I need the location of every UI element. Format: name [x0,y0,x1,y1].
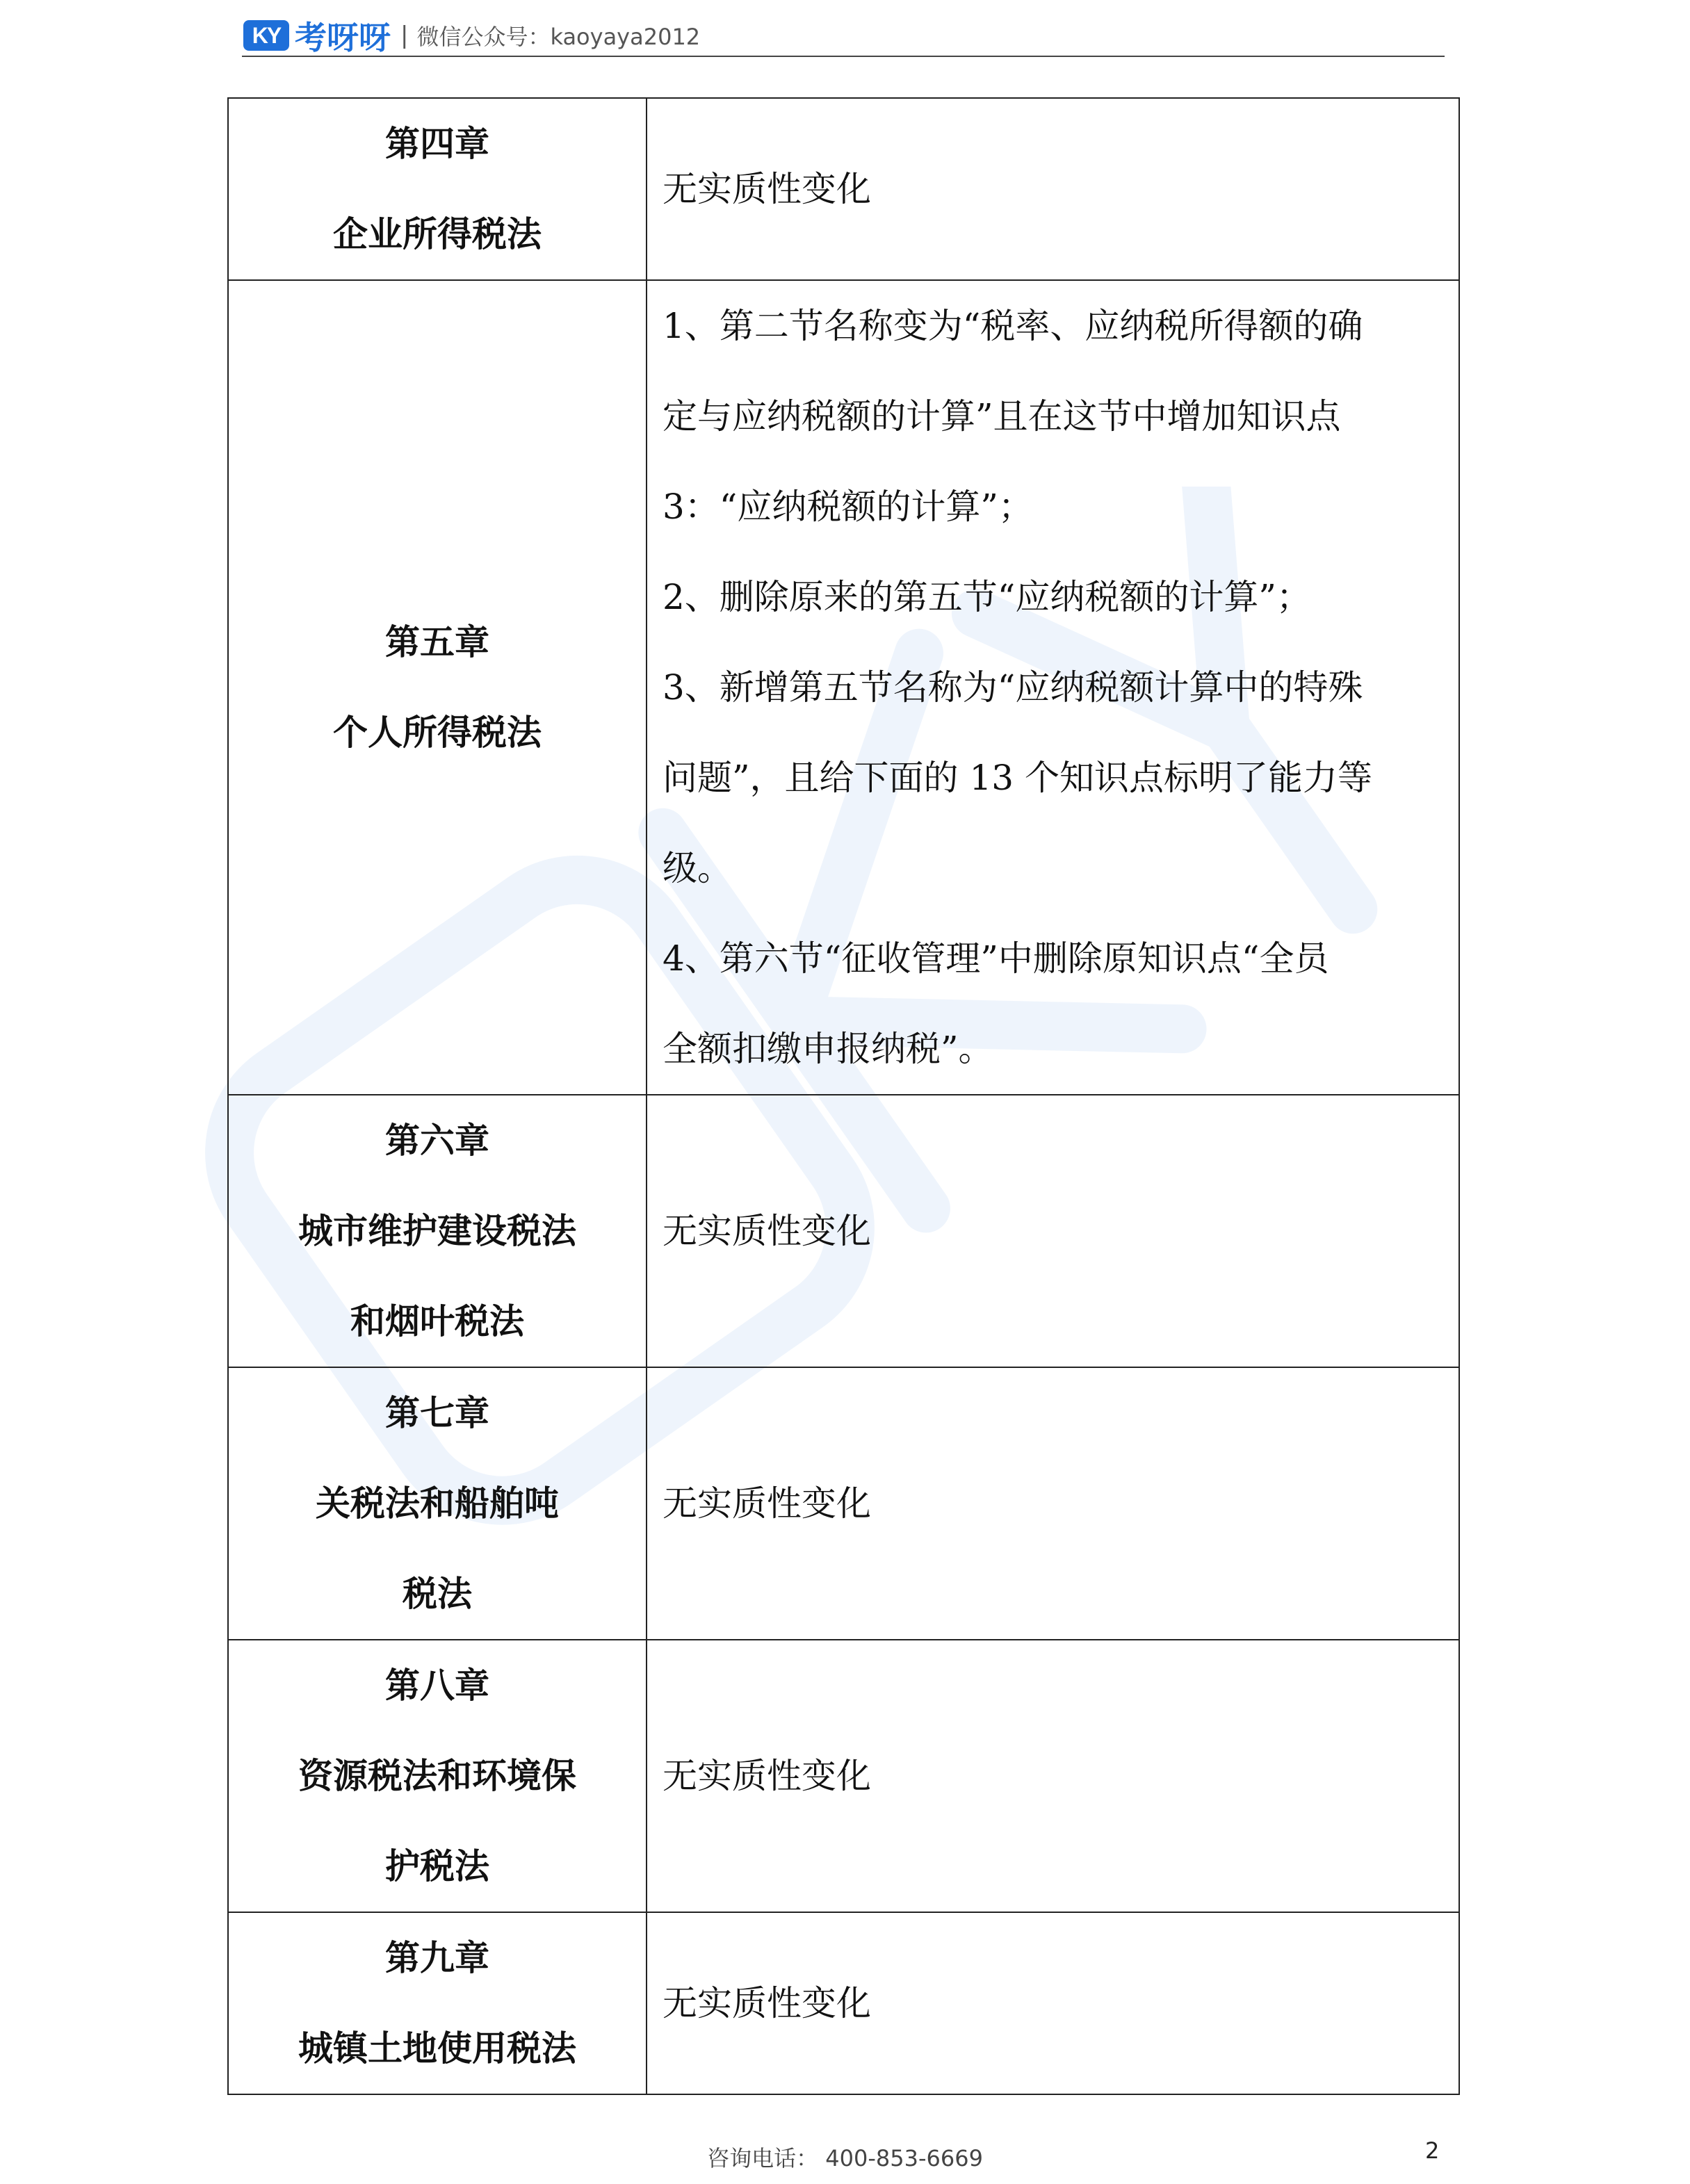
chapter-title: 和烟叶税法 [350,1301,524,1342]
change-text: 3：“应纳税额的计算”； [663,487,1033,527]
wechat-account-text: 微信公众号：kaoyaya2012 [416,24,701,50]
chapter-title: 税法 [403,1574,472,1614]
table-row [228,98,1459,280]
page-header [243,15,700,56]
consult-phone: 咨询电话： 400-853-6669 [707,2145,983,2171]
change-text: 2、删除原来的第五节“应纳税额的计算”； [663,577,1311,617]
change-text: 1、第二节名称变为“税率、应纳税所得额的确 [663,306,1363,346]
chapter-number: 第五章 [385,622,489,662]
change-text: 问题”，且给下面的 13 个知识点标明了能力等 [663,758,1372,798]
change-text: 级。 [663,848,732,888]
chapter-cell [228,1640,647,1912]
chapter-cell [228,98,647,280]
chapter-cell [228,1912,647,2094]
change-cell [647,1640,1459,1912]
chapter-title: 个人所得税法 [333,712,542,753]
table-row [228,280,1459,1095]
table-row [228,1095,1459,1367]
header-separator: | [400,22,409,49]
chapter-title: 城市维护建设税法 [298,1211,576,1251]
chapter-cell [228,280,647,1095]
chapter-title: 企业所得税法 [333,214,542,254]
page-number: 2 [1425,2137,1440,2164]
table-row [228,1640,1459,1912]
change-cell [647,1367,1459,1640]
chapter-number: 第六章 [385,1120,489,1161]
table-row [228,1367,1459,1640]
change-text: 无实质性变化 [663,1211,871,1251]
change-text: 无实质性变化 [663,1483,871,1524]
change-text: 4、第六节“征收管理”中删除原知识点“全员 [663,938,1329,979]
chapter-number: 第四章 [385,124,489,164]
header-divider [242,56,1445,57]
change-cell [647,1095,1459,1367]
change-cell [647,1912,1459,2094]
change-cell [647,98,1459,280]
brand-logo-badge: KY [243,20,289,51]
chapter-number: 第七章 [385,1393,489,1433]
change-cell [647,280,1459,1095]
chapter-cell [228,1367,647,1640]
chapter-title: 护税法 [385,1846,489,1886]
change-text: 定与应纳税额的计算”且在这节中增加知识点 [663,396,1341,437]
table-row [228,1912,1459,2094]
change-text: 无实质性变化 [663,169,871,209]
brand-name: 考呀呀 [295,19,391,56]
chapter-number: 第八章 [385,1665,489,1706]
change-text: 全额扣缴申报纳税”。 [663,1029,993,1069]
chapter-changes-table [227,97,1460,2095]
change-text: 无实质性变化 [663,1983,871,2023]
chapter-title: 城镇土地使用税法 [298,2028,576,2069]
change-text: 3、新增第五节名称为“应纳税额计算中的特殊 [663,667,1363,708]
chapter-cell [228,1095,647,1367]
chapter-title: 关税法和船舶吨 [316,1483,559,1524]
chapter-number: 第九章 [385,1938,489,1978]
chapter-title: 资源税法和环境保 [298,1756,576,1796]
change-text: 无实质性变化 [663,1756,871,1796]
